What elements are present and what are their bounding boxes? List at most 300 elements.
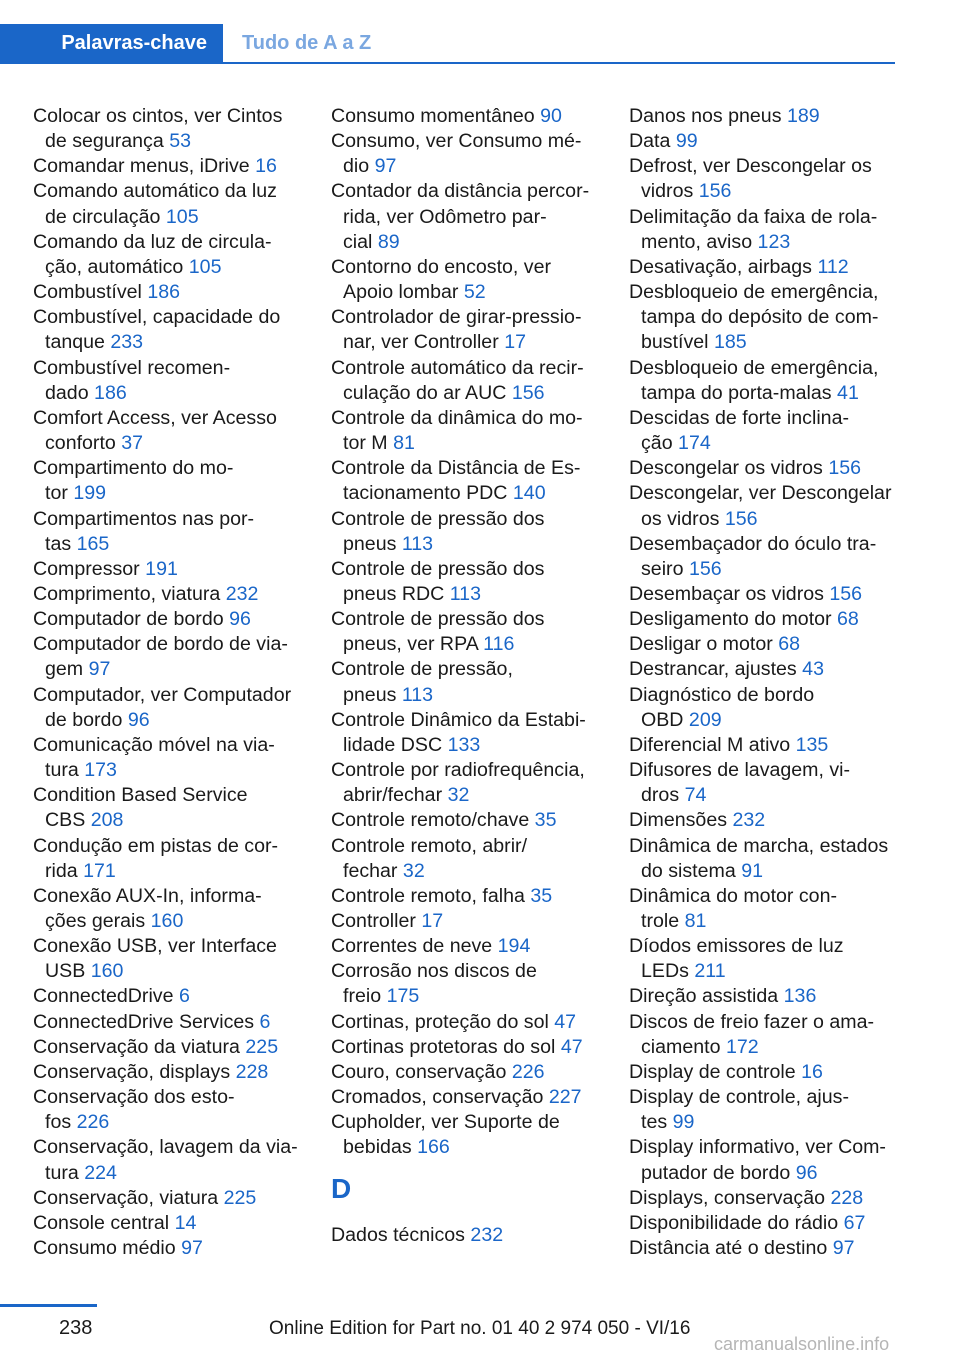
- index-entry-text: Direção assistida: [629, 985, 779, 1008]
- index-entry: [629, 834, 909, 884]
- page-link[interactable]: 99: [672, 1111, 695, 1134]
- index-entry-text: Combustível: [33, 281, 142, 304]
- index-entry: [33, 683, 313, 733]
- index-entry-text: Controle Dinâmico da Estabi-: [331, 708, 586, 731]
- index-entry-line: [33, 984, 313, 1009]
- index-entry-line: [33, 406, 313, 431]
- index-entry-text: tes: [641, 1111, 668, 1134]
- index-entry: [331, 1035, 611, 1060]
- index-entry-line: [331, 532, 611, 557]
- page-link[interactable]: 97: [374, 155, 397, 178]
- index-entry-line: [629, 154, 909, 179]
- page-link[interactable]: 191: [145, 557, 178, 580]
- index-entry: [331, 557, 611, 607]
- index-entry-text: Computador de bordo: [33, 608, 224, 631]
- index-entry: [629, 1060, 909, 1085]
- index-entry-line: [331, 230, 611, 255]
- index-entry-line: [33, 934, 313, 959]
- page-link[interactable]: 35: [534, 809, 557, 832]
- index-entry: [33, 884, 313, 934]
- page-link[interactable]: 113: [401, 683, 434, 706]
- index-entry-line: [33, 1060, 313, 1085]
- index-entry-text: ção, automático: [45, 255, 184, 278]
- index-entry-line: [33, 356, 313, 381]
- index-entry-line: [331, 305, 611, 330]
- index-entry: [331, 1223, 611, 1248]
- page-link[interactable]: 171: [83, 859, 116, 882]
- page-link[interactable]: 186: [94, 381, 127, 404]
- index-entry-line: [629, 834, 909, 859]
- index-entry: [629, 582, 909, 607]
- index-entry: [33, 1035, 313, 1060]
- index-entry-text: culação do ar AUC: [343, 381, 507, 404]
- page-link[interactable]: 166: [417, 1136, 450, 1159]
- page-link[interactable]: 194: [497, 935, 531, 958]
- index-entry-line: [33, 230, 313, 255]
- index-entry-text: Compressor: [33, 557, 140, 580]
- page-link[interactable]: 96: [127, 708, 150, 731]
- page-link[interactable]: 17: [504, 331, 526, 354]
- index-entry-text: gem: [45, 658, 84, 681]
- index-entry-line: [33, 808, 313, 833]
- index-entry-text: Discos de freio fazer o ama-: [629, 1010, 875, 1033]
- page-link[interactable]: 6: [259, 1010, 271, 1033]
- index-entry-text: tampa do depósito de com-: [641, 306, 879, 329]
- index-entry-text: Comando automático da luz: [33, 180, 277, 203]
- page-link[interactable]: 209: [688, 708, 722, 731]
- index-entry: [331, 406, 611, 456]
- index-entry-text: OBD: [641, 708, 684, 731]
- index-entry: [331, 179, 611, 254]
- index-entry-line: [629, 507, 909, 532]
- index-entry-text: cial: [343, 230, 373, 253]
- index-entry: [331, 507, 611, 557]
- index-entry-text: tura: [45, 759, 79, 782]
- index-entry-line: [629, 532, 909, 557]
- index-entry-text: Controle automático da recir-: [331, 356, 584, 379]
- index-entry-text: tanque: [45, 331, 105, 354]
- page-link[interactable]: 232: [225, 582, 259, 605]
- index-letter-heading: D: [331, 1172, 352, 1204]
- index-entry-text: Display de controle: [629, 1060, 796, 1083]
- index-entry: [33, 305, 313, 355]
- index-entry: [331, 1085, 611, 1110]
- index-entry: [629, 758, 909, 808]
- letter-spacer: [331, 1211, 611, 1223]
- index-entry-line: [331, 154, 611, 179]
- index-entry: [33, 154, 313, 179]
- page-link[interactable]: 232: [732, 809, 766, 832]
- index-entry-line: [33, 582, 313, 607]
- index-entry-text: Controle de pressão dos: [331, 557, 545, 580]
- index-entry: [331, 708, 611, 758]
- index-entry-text: Difusores de lavagem, vi-: [629, 759, 851, 782]
- index-entry-text: Computador de bordo de via-: [33, 633, 288, 656]
- index-entry-line: [33, 129, 313, 154]
- index-entry-line: [629, 431, 909, 456]
- page-link[interactable]: 97: [88, 658, 111, 681]
- index-entry: [629, 1211, 909, 1236]
- index-entry-line: [331, 859, 611, 884]
- page-link[interactable]: 233: [110, 331, 144, 354]
- index-entry-text: dio: [343, 155, 370, 178]
- index-entry-line: [629, 1186, 909, 1211]
- index-entry-line: [33, 708, 313, 733]
- index-entry-text: Controle remoto, falha: [331, 884, 525, 907]
- index-entry-line: [629, 909, 909, 934]
- index-entry-line: [629, 255, 909, 280]
- index-entry-line: [33, 758, 313, 783]
- index-entry-line: [331, 406, 611, 431]
- page-link[interactable]: 116: [483, 633, 515, 656]
- page-link[interactable]: 228: [235, 1060, 269, 1083]
- page-link[interactable]: 105: [188, 255, 222, 278]
- index-entry-line: [331, 657, 611, 682]
- page-link[interactable]: 211: [694, 960, 726, 983]
- index-entry-line: [33, 1010, 313, 1035]
- index-entry-line: [629, 406, 909, 431]
- index-entry-text: pneus RDC: [343, 582, 445, 605]
- index-entry-text: bebidas: [343, 1136, 412, 1159]
- page-link[interactable]: 113: [401, 532, 434, 555]
- page-link[interactable]: 232: [470, 1223, 504, 1246]
- index-entry: [331, 1110, 611, 1160]
- index-entry: [331, 607, 611, 657]
- page-link[interactable]: 189: [786, 105, 820, 127]
- index-entry-text: Controle remoto/chave: [331, 809, 530, 832]
- page-link[interactable]: 91: [741, 859, 763, 882]
- page-link[interactable]: 113: [449, 582, 481, 605]
- index-entry-line: [331, 330, 611, 355]
- index-entry: [629, 607, 909, 632]
- index-entry-line: [629, 859, 909, 884]
- page-link[interactable]: 81: [393, 432, 415, 455]
- index-entry-line: [33, 959, 313, 984]
- index-entry-text: pneus, ver RPA: [343, 633, 478, 656]
- page-link[interactable]: 156: [724, 507, 758, 530]
- index-entry: [331, 657, 611, 707]
- page-link[interactable]: 52: [463, 281, 486, 304]
- index-entry-text: tor M: [343, 432, 388, 455]
- page-link[interactable]: 41: [837, 381, 859, 404]
- index-entry-line: [33, 884, 313, 909]
- index-entry: [629, 1186, 909, 1211]
- page-link[interactable]: 6: [178, 985, 190, 1008]
- page-link[interactable]: 90: [540, 105, 562, 127]
- index-entry-line: [33, 834, 313, 859]
- index-entry: [33, 733, 313, 783]
- page-link[interactable]: 105: [165, 205, 199, 228]
- page-link[interactable]: 160: [90, 960, 124, 983]
- index-entry-text: Controle da Distância de Es-: [331, 457, 581, 480]
- page-link[interactable]: 17: [421, 910, 444, 932]
- index-entry-text: de bordo: [45, 708, 123, 731]
- index-entry: [33, 607, 313, 632]
- index-entry-line: [629, 1110, 909, 1135]
- index-entry-text: Display informativo, ver Com-: [629, 1136, 886, 1159]
- index-entry-line: [629, 884, 909, 909]
- index-entry: [33, 834, 313, 884]
- index-entry-text: Comfort Access, ver Acesso: [33, 406, 277, 429]
- page-link[interactable]: 67: [843, 1211, 866, 1234]
- page-link[interactable]: 165: [76, 532, 110, 555]
- index-entry-line: [33, 532, 313, 557]
- index-entry-text: Conexão USB, ver Interface: [33, 935, 277, 958]
- index-entry-text: Corrosão nos discos de: [331, 960, 537, 983]
- index-entry-text: Controle de pressão dos: [331, 507, 545, 530]
- page-link[interactable]: 226: [511, 1060, 545, 1083]
- page-link[interactable]: 14: [174, 1211, 197, 1234]
- index-entry: [33, 934, 313, 984]
- index-entry-line: [331, 984, 611, 1009]
- page-link[interactable]: 227: [548, 1086, 582, 1109]
- index-entry-line: [33, 909, 313, 934]
- index-entry-line: [33, 657, 313, 682]
- index-entry-line: [629, 657, 909, 682]
- page-link[interactable]: 156: [698, 180, 732, 203]
- index-entry-line: [33, 456, 313, 481]
- index-entry: [33, 179, 313, 229]
- page-link[interactable]: 226: [76, 1111, 110, 1134]
- page-link[interactable]: 97: [832, 1237, 855, 1260]
- index-entry-line: [33, 1110, 313, 1135]
- index-entry-text: Distância até o destino: [629, 1237, 828, 1260]
- page-link[interactable]: 35: [530, 884, 553, 907]
- index-entry: [33, 783, 313, 833]
- index-entry-text: Controle remoto, abrir/: [331, 834, 528, 857]
- index-entry: [629, 481, 909, 531]
- index-entry-line: [33, 305, 313, 330]
- index-entry-text: rida: [45, 859, 78, 882]
- index-entry-text: Console central: [33, 1211, 170, 1234]
- index-entry-text: Conservação, lavagem da via-: [33, 1136, 298, 1159]
- index-entry-line: [331, 1060, 611, 1085]
- index-entry-line: [33, 1135, 313, 1160]
- index-entry-line: [33, 783, 313, 808]
- index-column-2: [331, 104, 611, 1248]
- index-entry-line: [331, 104, 611, 129]
- index-entry-line: [33, 607, 313, 632]
- page-link[interactable]: 175: [386, 985, 420, 1008]
- index-entry-text: Controller: [331, 910, 416, 932]
- index-entry-line: [629, 1085, 909, 1110]
- index-entry-line: [629, 1060, 909, 1085]
- page-link[interactable]: 136: [783, 985, 817, 1008]
- page-link[interactable]: 156: [828, 457, 862, 480]
- index-entry: [33, 984, 313, 1009]
- index-entry-text: Combustível recomen-: [33, 356, 231, 379]
- index-entry-text: lidade DSC: [343, 733, 443, 756]
- index-entry-line: [33, 1211, 313, 1236]
- index-entry: [629, 532, 909, 582]
- index-entry-text: Danos nos pneus: [629, 105, 782, 127]
- page-link[interactable]: 47: [554, 1010, 577, 1033]
- page-link[interactable]: 228: [830, 1186, 864, 1209]
- index-entry: [33, 1010, 313, 1035]
- index-entry-text: pneus: [343, 532, 397, 555]
- index-entry: [331, 129, 611, 179]
- index-entry-line: [629, 758, 909, 783]
- page-link[interactable]: 174: [678, 432, 711, 455]
- index-entry-text: nar, ver Controller: [343, 331, 499, 354]
- page-link[interactable]: 89: [377, 230, 400, 253]
- edition-text: Online Edition for Part no. 01 40 2 974 050 - VI/16: [269, 1318, 691, 1339]
- index-entry-line: [331, 507, 611, 532]
- page-link[interactable]: 96: [795, 1161, 818, 1184]
- index-entry-text: Desbloqueio de emergência,: [629, 281, 879, 304]
- index-entry: [629, 733, 909, 758]
- index-entry-text: Contorno do encosto, ver: [331, 255, 552, 278]
- page-link[interactable]: 16: [255, 155, 277, 178]
- index-entry-line: [331, 1010, 611, 1035]
- index-entry: [33, 1060, 313, 1085]
- page-link[interactable]: 186: [147, 281, 181, 304]
- page-link[interactable]: 112: [817, 255, 849, 278]
- index-entry-line: [629, 1035, 909, 1060]
- page-link[interactable]: 156: [511, 381, 545, 404]
- index-entry-line: [331, 1223, 611, 1248]
- page-link[interactable]: 172: [725, 1035, 759, 1058]
- index-entry: [33, 104, 313, 154]
- page-link[interactable]: 68: [778, 633, 800, 656]
- page-link[interactable]: 99: [675, 130, 698, 153]
- page-link[interactable]: 53: [169, 130, 191, 153]
- index-entry: [629, 356, 909, 406]
- index-entry-text: Controle de pressão dos: [331, 608, 545, 631]
- index-entry-text: Desligar o motor: [629, 633, 773, 656]
- page-link[interactable]: 74: [684, 784, 707, 807]
- page-link[interactable]: 135: [795, 733, 829, 756]
- index-entry-text: mento, aviso: [641, 230, 753, 253]
- page-link[interactable]: 224: [84, 1161, 117, 1184]
- index-entry: [331, 356, 611, 406]
- index-entry: [331, 758, 611, 808]
- index-entry-line: [331, 255, 611, 280]
- tab-palavras-chave[interactable]: Palavras-chave: [0, 24, 223, 62]
- index-entry-text: Dinâmica de marcha, estados: [629, 834, 889, 857]
- index-entry-text: Conservação da viatura: [33, 1035, 240, 1058]
- index-entry-line: [331, 959, 611, 984]
- index-entry-line: [629, 1236, 909, 1261]
- index-entry: [629, 683, 909, 733]
- index-entry-line: [331, 356, 611, 381]
- page-link[interactable]: 185: [713, 331, 747, 354]
- index-entry-line: [629, 959, 909, 984]
- index-entry-line: [331, 129, 611, 154]
- page-link[interactable]: 133: [447, 733, 481, 756]
- index-entry-line: [33, 859, 313, 884]
- index-entry-text: Conexão AUX-In, informa-: [33, 884, 262, 907]
- page-link[interactable]: 123: [757, 230, 791, 253]
- index-entry: [629, 884, 909, 934]
- page-link[interactable]: 37: [121, 432, 144, 455]
- index-entry: [33, 406, 313, 456]
- page-link[interactable]: 32: [447, 784, 470, 807]
- index-entry-text: Condition Based Service: [33, 784, 248, 807]
- page-link[interactable]: 68: [837, 608, 859, 631]
- page-link[interactable]: 225: [223, 1186, 257, 1209]
- index-entry-line: [629, 984, 909, 1009]
- header-tabbar: [0, 24, 895, 64]
- index-entry-text: fechar: [343, 859, 398, 882]
- index-entry-line: [331, 205, 611, 230]
- index-entry-line: [331, 1085, 611, 1110]
- page-link[interactable]: 43: [802, 658, 824, 681]
- index-entry-text: fos: [45, 1111, 72, 1134]
- index-entry-text: Computador, ver Computador: [33, 683, 292, 706]
- index-entry-line: [331, 909, 611, 934]
- page-link[interactable]: 16: [801, 1060, 823, 1083]
- index-entry-text: Comando da luz de circula-: [33, 230, 272, 253]
- index-entry-text: ConnectedDrive Services: [33, 1010, 255, 1033]
- index-entry: [33, 230, 313, 280]
- index-entry-text: Conservação, viatura: [33, 1186, 219, 1209]
- page-link[interactable]: 96: [229, 608, 251, 631]
- index-entry-text: Dimensões: [629, 809, 728, 832]
- index-entry-text: Compartimentos nas por-: [33, 507, 255, 530]
- index-entry-line: [331, 557, 611, 582]
- page-link[interactable]: 225: [245, 1035, 279, 1058]
- page-link[interactable]: 160: [150, 910, 184, 932]
- page-link[interactable]: 81: [684, 910, 707, 932]
- page-link[interactable]: 156: [829, 582, 863, 605]
- index-entry: [629, 808, 909, 833]
- page-link[interactable]: 97: [181, 1237, 203, 1260]
- index-entry: [33, 1085, 313, 1135]
- index-entry: [629, 1085, 909, 1135]
- index-entry-text: Consumo, ver Consumo mé-: [331, 130, 582, 153]
- index-entry: [331, 1010, 611, 1035]
- index-entry-text: Compartimento do mo-: [33, 457, 234, 480]
- page-link[interactable]: 47: [560, 1035, 583, 1058]
- index-entry-line: [331, 280, 611, 305]
- index-entry-text: tor: [45, 482, 68, 505]
- page-link[interactable]: 199: [73, 482, 107, 505]
- index-entry: [629, 406, 909, 456]
- index-entry: [629, 1236, 909, 1261]
- index-entry-text: conforto: [45, 432, 116, 455]
- index-entry-text: Dinâmica do motor con-: [629, 884, 837, 907]
- index-entry-text: Desligamento do motor: [629, 608, 832, 631]
- index-entry: [33, 507, 313, 557]
- index-entry: [33, 280, 313, 305]
- index-entry-line: [629, 708, 909, 733]
- index-entry: [331, 959, 611, 1009]
- index-entry-line: [331, 758, 611, 783]
- index-entry-text: seiro: [641, 557, 684, 580]
- tab-tudo-de-a-a-z[interactable]: Tudo de A a Z: [242, 31, 372, 54]
- index-entry: [33, 1236, 313, 1261]
- index-entry-text: pneus: [343, 683, 397, 706]
- index-entry-line: [629, 557, 909, 582]
- index-entry: [629, 456, 909, 481]
- index-entry-text: ConnectedDrive: [33, 985, 174, 1008]
- index-entry: [331, 909, 611, 934]
- page-link[interactable]: 173: [84, 759, 117, 782]
- index-column-3: [629, 104, 909, 1261]
- index-entry-text: Condução em pistas de cor-: [33, 834, 279, 857]
- page-link[interactable]: 208: [90, 809, 124, 832]
- index-entry-line: [33, 280, 313, 305]
- index-entry-line: [331, 381, 611, 406]
- index-entry-text: Comprimento, viatura: [33, 582, 221, 605]
- index-entry-text: Cortinas, proteção do sol: [331, 1010, 549, 1033]
- page-link[interactable]: 140: [512, 482, 546, 505]
- index-entry-text: tacionamento PDC: [343, 482, 508, 505]
- page-link[interactable]: 32: [402, 859, 425, 882]
- index-entry-line: [629, 104, 909, 129]
- page-link[interactable]: 156: [688, 557, 722, 580]
